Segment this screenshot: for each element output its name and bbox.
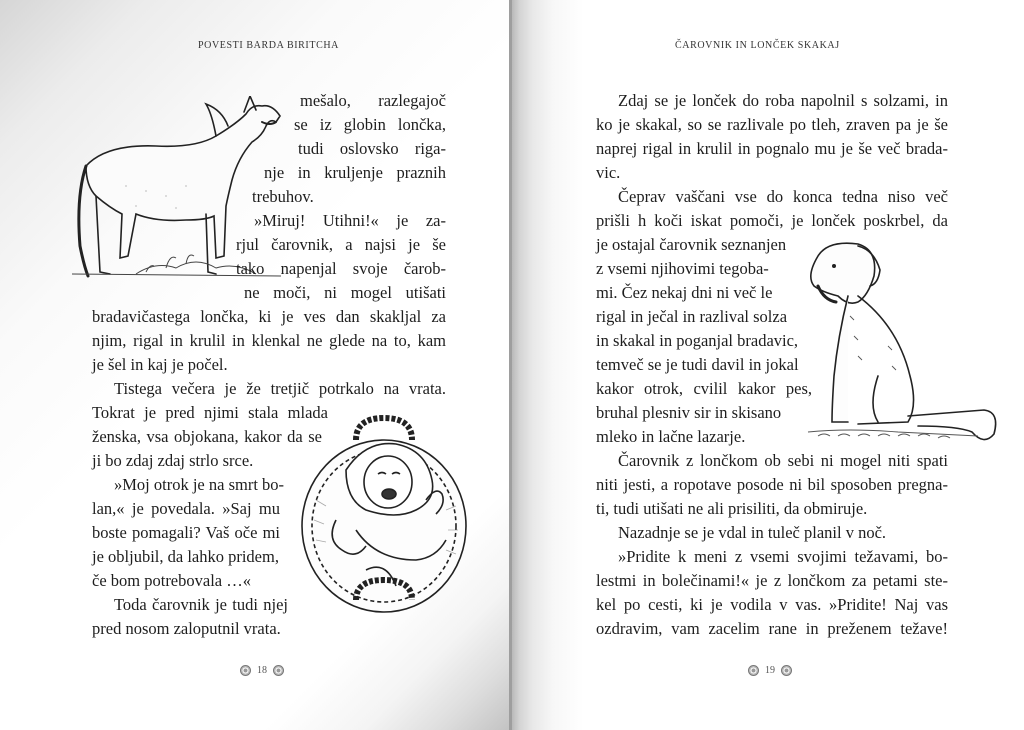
text-line: mešalo, razlegajoč bbox=[300, 91, 446, 110]
text-line: in skakal in poganjal bradavic, bbox=[596, 331, 799, 350]
text-line: Čeprav vaščani vse do konca tedna niso več bbox=[618, 187, 948, 206]
text-line: mleko in lačne lazarje. bbox=[596, 427, 746, 446]
text-line: ji bo zdaj zdaj strlo srce. bbox=[92, 451, 254, 470]
running-head-right: ČAROVNIK IN LONČEK SKAKAJ bbox=[675, 40, 840, 51]
text-line: se iz globin lončka, bbox=[294, 115, 446, 134]
text-line: kel po cesti, ki je vodila v vas. »Pridite! Naj vas bbox=[596, 595, 948, 614]
text-line: ko je skakal, so se razlivale po tleh, zraven pa je še bbox=[596, 115, 948, 134]
text-line: Nazadnje se je vdal in tuleč planil v noč. bbox=[618, 523, 887, 542]
text-line: ne moči, ni mogel utišati bbox=[244, 283, 446, 302]
text-line: temveč se je tudi davil in jokal bbox=[596, 355, 799, 374]
text-line: vic. bbox=[596, 163, 621, 182]
dog-illustration bbox=[788, 236, 1008, 450]
text-line: Zdaj se je lonček do roba napolnil s solzami, in bbox=[618, 91, 948, 110]
text-line: je šel in kaj je počel. bbox=[92, 355, 228, 374]
ornament-icon bbox=[240, 665, 251, 676]
text-line: prišli h koči iskat pomoči, je lonček poskrbel, da bbox=[596, 211, 948, 230]
text-line: »Pridite k meni z vsemi svojimi težavami, bo- bbox=[618, 547, 948, 566]
text-line: je ostajal čarovnik seznanjen bbox=[596, 235, 787, 254]
text-line: bruhal plesniv sir in skisano bbox=[596, 403, 782, 422]
page-number-left bbox=[240, 665, 284, 676]
text-line: kakor otrok, cvilil kakor pes, bbox=[596, 379, 812, 398]
baby-basket-illustration bbox=[296, 410, 474, 618]
text-line: tako napenjal svoje čarob- bbox=[236, 259, 446, 278]
text-line: niti jesti, a ropotave posode ni bil sposoben pregna- bbox=[596, 475, 948, 494]
text-line: Toda čarovnik je tudi njej bbox=[114, 595, 288, 614]
running-head-left: POVESTI BARDA BIRITCHA bbox=[198, 40, 339, 51]
text-line: pred nosom zaloputnil vrata. bbox=[92, 619, 281, 638]
ornament-icon bbox=[748, 665, 759, 676]
text-line: naprej rigal in krulil in pognalo mu je še več brada- bbox=[596, 139, 948, 158]
right-page bbox=[512, 0, 1024, 730]
ornament-icon bbox=[273, 665, 284, 676]
text-line: Tokrat je pred njimi stala mlada bbox=[92, 403, 328, 422]
text-line: ozdravim, vam zacelim rane in preženem težave! bbox=[596, 619, 948, 638]
text-line: rigal in ječal in razlival solza bbox=[596, 307, 788, 326]
text-line: »Miruj! Utihni!« je za- bbox=[254, 211, 446, 230]
text-line: boste pomagali? Vaš oče mi bbox=[92, 523, 280, 542]
text-line: nje in kruljenje praznih bbox=[264, 163, 446, 182]
text-line: lan,« je povedala. »Saj mu bbox=[92, 499, 280, 518]
text-line: ti, tudi utišati ne ali prisiliti, da obmiruje. bbox=[596, 499, 868, 518]
text-line: rjul čarovnik, a najsi je še bbox=[236, 235, 446, 254]
text-line: lestmi in bolečinami!« je z lončkom za petami ste- bbox=[596, 571, 948, 590]
text-line: trebuhov. bbox=[252, 187, 314, 206]
text-line: če bom potrebovala …« bbox=[92, 571, 251, 590]
text-line: Čarovnik z lončkom ob sebi ni mogel niti spati bbox=[618, 451, 948, 470]
text-line: ženska, vsa objokana, kakor da se bbox=[92, 427, 322, 446]
text-line: je obljubil, da lahko pridem, bbox=[92, 547, 279, 566]
text-line: njim, rigal in krulil in klenkal ne glede na to, kam bbox=[92, 331, 446, 350]
page-number-text: 18 bbox=[257, 665, 267, 676]
text-line: »Moj otrok je na smrt bo- bbox=[114, 475, 285, 494]
page-number-text: 19 bbox=[765, 665, 775, 676]
text-line: Tistega večera je že tretjič potrkalo na vrata. bbox=[114, 379, 446, 398]
text-line: mi. Čez nekaj dni ni več le bbox=[596, 283, 773, 302]
text-line: z vsemi njihovimi tegoba- bbox=[596, 259, 769, 278]
text-line: tudi oslovsko riga- bbox=[298, 139, 446, 158]
page-number-right bbox=[748, 665, 792, 676]
ornament-icon bbox=[781, 665, 792, 676]
text-line: bradavičastega lončka, ki je ves dan skakljal za bbox=[92, 307, 446, 326]
